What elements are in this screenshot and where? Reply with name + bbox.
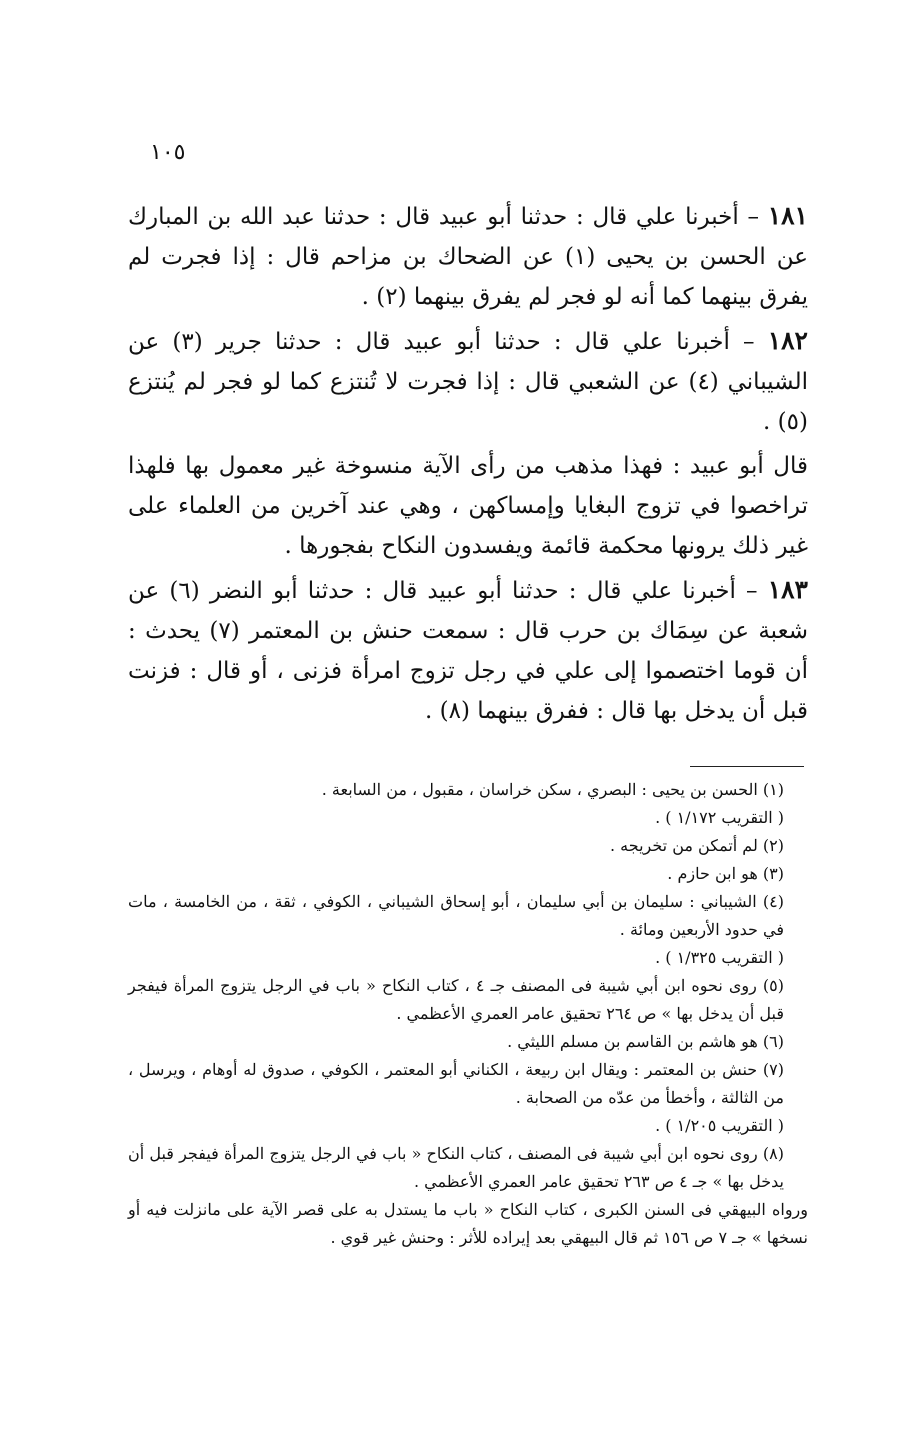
footnotes <box>128 776 808 1252</box>
footnote-divider <box>690 766 804 767</box>
footnote: ( التقريب ١/١٧٢ ) . <box>655 808 784 827</box>
footnote: (٣) هو ابن حازم . <box>667 864 784 883</box>
footnote: (٤) الشيباني : سليمان بن أبي سليمان ، أبو إسحاق الشيباني ، الكوفي ، ثقة ، من الخامسة ، مات في حدود الأربعين ومائة . <box>128 892 784 939</box>
footnote: (١) الحسن بن يحيى : البصري ، سكن خراسان ، مقبول ، من السابعة . <box>321 780 784 799</box>
main-text <box>128 196 808 735</box>
footnote: (٨) روى نحوه ابن أبي شيبة فى المصنف ، كتاب النكاح « باب في الرجل يتزوج المرأة فيفجر قبل أن يدخل بها » جـ ٤ ص ٢٦٣ تحقيق عامر العمري الأعظمي . <box>128 1144 785 1191</box>
hadith-number: ١٨٣ <box>767 575 808 604</box>
footnote: ( التقريب ١/٢٠٥ ) . <box>655 1116 784 1135</box>
paragraph-text: – أخبرنا علي قال : حدثنا أبو عبيد قال : حدثنا عبد الله بن المبارك عن الحسن بن يحيى (١) عن الضحاك بن مزاحم قال : إذا فجرت لم يفرق بينهما كما أنه لو فجر لم يفرق بينهما (٢) . <box>128 204 808 310</box>
page-number: ١٠٥ <box>150 140 186 165</box>
footnote: ( التقريب ١/٣٢٥ ) . <box>655 948 784 967</box>
hadith-number: ١٨١ <box>767 201 808 230</box>
paragraph-182 <box>128 321 808 442</box>
paragraph-181 <box>128 196 808 317</box>
footnote: ورواه البيهقي فى السنن الكبرى ، كتاب النكاح « باب ما يستدل به على قصر الآية على مانزلت فيه أو نسخها » جـ ٧ ص ١٥٦ ثم قال البيهقي بعد إيراده للأثر : وحنش غير قوي . <box>128 1200 808 1247</box>
footnote: (٦) هو هاشم بن القاسم بن مسلم الليثي . <box>507 1032 784 1051</box>
footnote: (٧) حنش بن المعتمر : ويقال ابن ربيعة ، الكناني أبو المعتمر ، الكوفي ، صدوق له أوهام ، ويرسل ، من الثالثة ، وأخطأ من عدّه من الصحابة . <box>128 1060 784 1107</box>
paragraph-text: – أخبرنا علي قال : حدثنا أبو عبيد قال : حدثنا جرير (٣) عن الشيباني (٤) عن الشعبي قال : إذا فجرت لا تُنتزع كما لو فجر لم يُنتزع (٥) . <box>128 329 808 435</box>
hadith-number: ١٨٢ <box>767 326 808 355</box>
paragraph-183 <box>128 570 808 731</box>
paragraph-text: قال أبو عبيد : فهذا مذهب من رأى الآية منسوخة غير معمول بها فلهذا تراخصوا في تزوج البغايا وإمساكهن ، وهي عند آخرين من العلماء على غير ذلك يرونها محكمة قائمة ويفسدون النكاح بفجورها . <box>128 453 809 559</box>
paragraph-commentary <box>128 446 808 566</box>
paragraph-text: – أخبرنا علي قال : حدثنا أبو عبيد قال : حدثنا أبو النضر (٦) عن شعبة عن سِمَاك بن حرب قال : سمعت حنش بن المعتمر (٧) يحدث : أن قوما اختصموا إلى علي في رجل تزوج امرأة فزنى ، أو قال : فزنت قبل أن يدخل بها قال : ففرق بينهما (٨) . <box>128 578 808 724</box>
footnote: (٥) روى نحوه ابن أبي شيبة فى المصنف جـ ٤ ، كتاب النكاح « باب في الرجل يتزوج المرأة فيفجر قبل أن يدخل بها » ص ٢٦٤ تحقيق عامر العمري الأعظمي . <box>128 976 784 1023</box>
footnote: (٢) لم أتمكن من تخريجه . <box>609 836 784 855</box>
